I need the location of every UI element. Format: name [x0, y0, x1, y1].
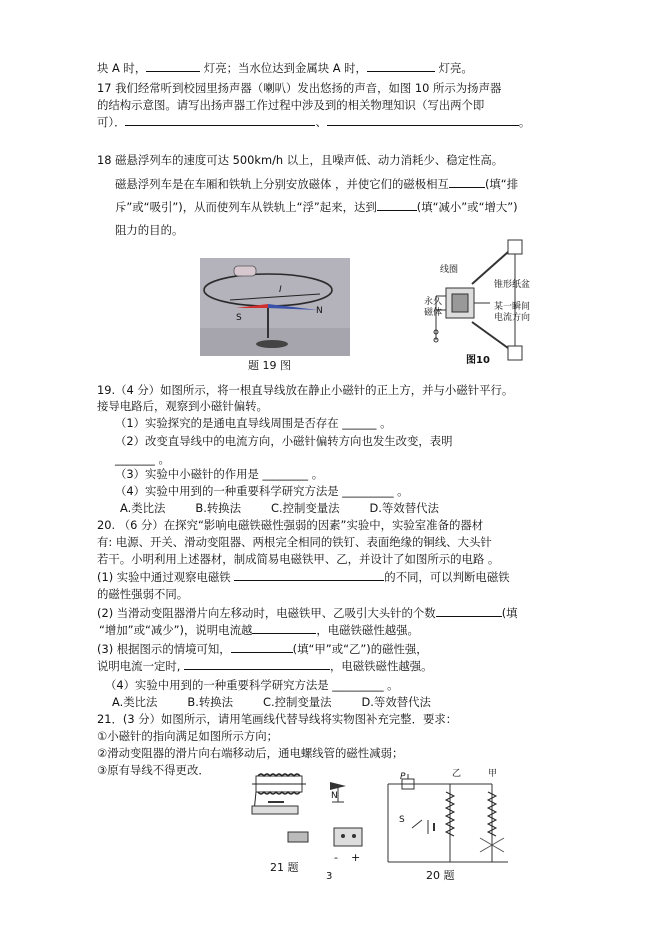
- q16-blank-2[interactable]: [367, 60, 435, 72]
- q17-line-3: [97, 114, 530, 130]
- q20-text-4a: (3) 根据图示的情境可知，: [97, 642, 231, 656]
- q18-text-a: 磁悬浮列车是在车厢和铁轨上分别安放磁体 ，并使它们的磁极相互: [115, 177, 449, 191]
- q16-text-c: 灯亮。: [434, 61, 473, 75]
- q19-option-a[interactable]: A.类比法: [120, 501, 166, 515]
- q17-text-b: 、: [315, 115, 327, 129]
- q19-line-2: 接导电路后，观察到小磁针偏转。: [97, 399, 268, 413]
- q20-text-4b: (填“甲”或“乙”)的磁性强，: [292, 642, 428, 656]
- q19-line-4: （2）改变直导线中的电流方向，小磁针偏转方向也发生改变，表明: [115, 434, 453, 448]
- q20-option-a[interactable]: A.类比法: [112, 695, 158, 709]
- q17-blank-2[interactable]: [327, 114, 519, 126]
- figure-19-photo: [200, 258, 350, 356]
- q16-text-b: 灯亮；当水位达到金属块 A 时，: [200, 61, 367, 75]
- q17-blank-1[interactable]: [125, 114, 315, 126]
- q19-line-3: （1）实验探究的是通电直导线周围是否存在 ______ 。: [115, 416, 392, 430]
- q20-line-2: 有: 电源、开关、滑动变阻器、两根完全相同的铁钉、表面绝缘的铜线、大头针: [97, 535, 492, 549]
- q18-line-3: [115, 199, 518, 215]
- q19-line-5: _______ 。: [115, 452, 170, 466]
- q20-options: [112, 694, 431, 710]
- figure-20-circuit: [388, 772, 516, 868]
- q20-option-d[interactable]: D.等效替代法: [361, 695, 431, 709]
- fig20-label-s: S: [399, 815, 405, 825]
- fig19-label-i: I: [279, 285, 282, 295]
- fig10-label-current-2: 电流方向: [494, 313, 531, 323]
- q20-blank-1[interactable]: [234, 569, 384, 581]
- q18-text-d: (填“减小”或“增大”): [416, 200, 518, 214]
- page-number: 3: [326, 871, 333, 882]
- fig10-label-magnet-1: 永久: [424, 297, 443, 307]
- q21-line-3: ②滑动变阻器的滑片向右端移动后，通电螺线管的磁性减弱；: [97, 746, 404, 760]
- q20-text-2a: (2) 当滑动变阻器滑片向左移动时，电磁铁甲、乙吸引大头针的个数: [97, 606, 436, 620]
- fig10-label-cone: 锥形纸盆: [494, 280, 531, 290]
- q18-line-1: 18 磁悬浮列车的速度可达 500km/h 以上，且噪声低、动力消耗少、稳定性高。: [97, 153, 504, 167]
- q18-line-4: 阻力的目的。: [115, 223, 184, 237]
- q20-text-3b: ，电磁铁磁性越强。: [316, 623, 419, 637]
- q21-line-1: 21．(3 分）如图所示，请用笔画线代替导线将实物图补充完整．要求：: [97, 712, 458, 726]
- q20-blank-3[interactable]: [252, 622, 316, 634]
- q21-line-2: ①小磁针的指向满足如图所示方向；: [97, 729, 279, 743]
- q18-text-b: (填“排: [484, 177, 519, 191]
- q20-text-5b: ，电磁铁磁性越强。: [329, 659, 433, 673]
- q16-blank-1[interactable]: [146, 60, 200, 72]
- fig19-label-s: S: [236, 313, 242, 323]
- fig10-label-current-1: 某一瞬间: [494, 302, 531, 312]
- q19-line-6: （3）实验中小磁针的作用是 ________ 。: [115, 467, 324, 481]
- q20-line-9: [97, 658, 433, 674]
- q20-text-5a: 说明电流一定时,: [97, 659, 184, 673]
- q20-line-3: 若干。小明利用上述器材，制成简易电磁铁甲、乙，并设计了如图所示的电路 。: [97, 552, 500, 566]
- q19-option-c[interactable]: C.控制变量法: [271, 501, 340, 515]
- fig20-caption: 20 题: [426, 869, 455, 882]
- q20-text-2b: (填: [501, 606, 518, 620]
- fig21-label-minus: -: [334, 851, 338, 864]
- q16-text-a: 块 A 时，: [97, 61, 147, 75]
- fig21-label-plus: +: [351, 851, 361, 864]
- fig20-label-p: P: [400, 772, 406, 782]
- q20-line-6: [97, 605, 518, 621]
- q20-line-8: [97, 641, 428, 657]
- q17-text-c: 。: [518, 115, 531, 129]
- q20-blank-4[interactable]: [231, 641, 293, 653]
- q18-text-c: 斥”或“吸引”)，从而使列车从铁轨上“浮”起来，达到: [115, 200, 377, 214]
- q18-blank-2[interactable]: [377, 199, 417, 211]
- fig19-caption: 题 19 图: [248, 359, 291, 372]
- figure-21-apparatus: [248, 772, 378, 860]
- q17-line-1: 17 我们经常听到校园里扬声器（喇叭）发出悠扬的声音，如图 10 所示为扬声器: [97, 81, 502, 95]
- q20-line-4: [97, 569, 510, 585]
- q20-text-1b: 的不同，可以判断电磁铁: [384, 570, 510, 584]
- q19-line-7: （4）实验中用到的一种重要科学研究方法是 _________ 。: [115, 484, 409, 498]
- q18-blank-1[interactable]: [449, 176, 485, 188]
- q20-option-b[interactable]: B.转换法: [187, 695, 233, 709]
- fig10-caption: 图10: [466, 355, 490, 366]
- q17-text-a: 可）．: [97, 115, 126, 129]
- q20-text-3a: “增加”或“减少”)，说明电流越: [99, 623, 253, 637]
- q19-option-b[interactable]: B.转换法: [195, 501, 241, 515]
- fig19-label-n: N: [316, 306, 323, 316]
- q20-blank-2[interactable]: [436, 605, 502, 617]
- q20-line-10: （4）实验中用到的一种重要科学研究方法是 _________ 。: [105, 678, 399, 692]
- q20-blank-5[interactable]: [184, 658, 330, 670]
- q20-line-5: 的磁性强弱不同。: [97, 587, 189, 601]
- fig21-label-n: N: [331, 791, 338, 801]
- q19-line-1: 19.（4 分）如图所示，将一根直导线放在静止小磁针的正上方，并与小磁针平行。: [97, 383, 514, 397]
- q19-options: [120, 500, 439, 516]
- fig10-label-coil: 线圈: [440, 265, 459, 275]
- q17-line-2: 的结构示意图。请写出扬声器工作过程中涉及到的相关物理知识（写出两个即: [97, 98, 485, 112]
- fig20-label-yi: 乙: [452, 769, 462, 779]
- q20-line-1: 20. （6 分）在探究“影响电磁铁磁性强弱的因素”实验中，实验室准备的器材: [97, 518, 484, 532]
- q19-option-d[interactable]: D.等效替代法: [369, 501, 439, 515]
- q16-line: [97, 60, 473, 76]
- fig20-label-jia: 甲: [488, 769, 498, 779]
- q18-line-2: [115, 176, 518, 192]
- q20-text-1a: (1) 实验中通过观察电磁铁: [97, 570, 235, 584]
- q21-line-4: ③原有导线不得更改．: [97, 763, 210, 777]
- fig21-caption: 21 题: [270, 861, 299, 874]
- q20-option-c[interactable]: C.控制变量法: [263, 695, 332, 709]
- q20-line-7: [99, 622, 419, 638]
- fig10-label-magnet-2: 磁体: [424, 308, 443, 318]
